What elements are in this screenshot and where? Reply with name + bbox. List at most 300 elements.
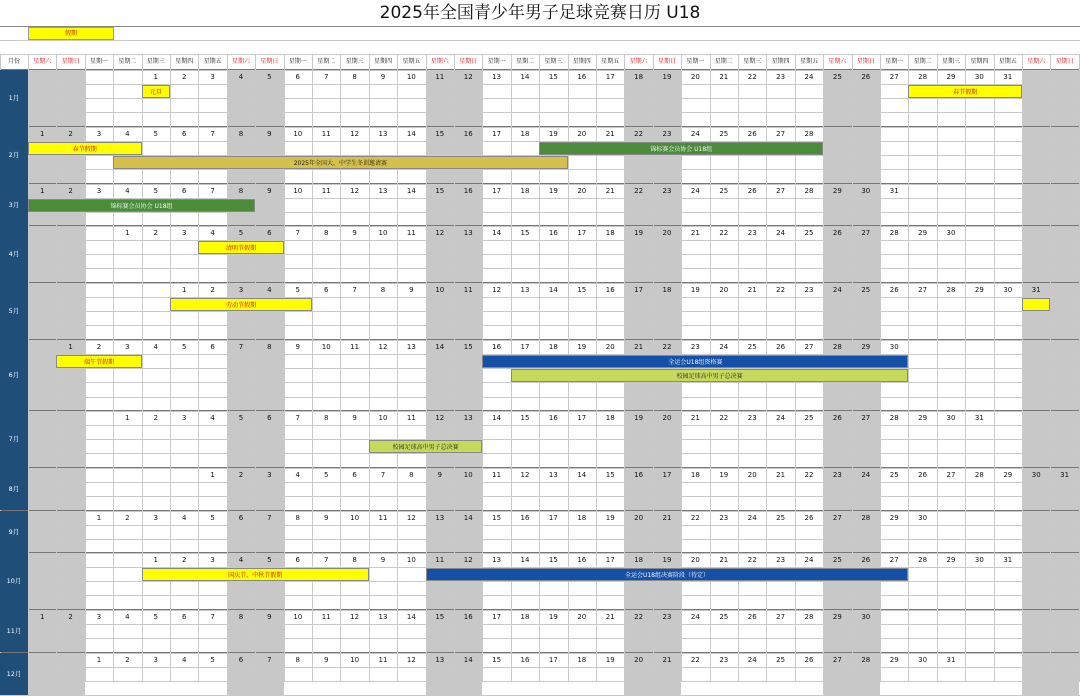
- day-cell: 29: [861, 343, 871, 351]
- day-cell: 29: [832, 187, 842, 195]
- grid-line-v: [454, 54, 455, 681]
- day-cell: 31: [946, 656, 956, 664]
- grid-line-v: [284, 54, 285, 681]
- day-cell: 11: [321, 130, 331, 138]
- day-cell: 11: [378, 656, 388, 664]
- day-cell: 16: [605, 286, 615, 294]
- month-label: 6月: [0, 340, 28, 411]
- day-cell: 6: [181, 613, 187, 621]
- day-cell: 5: [153, 130, 159, 138]
- day-cell: 3: [210, 556, 215, 564]
- day-cell: 29: [889, 514, 899, 522]
- day-cell: 14: [435, 343, 445, 351]
- weekend-shade: [1050, 511, 1078, 553]
- day-cell: 22: [719, 414, 729, 422]
- day-cell: 26: [861, 556, 871, 564]
- day-cell: 6: [323, 286, 329, 294]
- grid-line-v: [1022, 54, 1023, 681]
- day-cell: 23: [832, 471, 842, 479]
- weekday-header: 星期六: [430, 58, 449, 65]
- month-label: 3月: [0, 184, 28, 226]
- day-cell: 23: [662, 613, 672, 621]
- day-cell: 5: [267, 556, 272, 564]
- day-cell: 9: [267, 613, 272, 621]
- month-label: 5月: [0, 283, 28, 340]
- weekday-header: 星期三: [345, 58, 364, 65]
- day-cell: 19: [634, 414, 644, 422]
- day-cell: 26: [747, 613, 757, 621]
- day-cell: 25: [747, 343, 757, 351]
- day-cell: 1: [96, 514, 102, 522]
- day-cell: 12: [492, 286, 502, 294]
- day-cell: 17: [492, 130, 502, 138]
- day-cell: 29: [832, 613, 842, 621]
- day-cell: 18: [605, 414, 615, 422]
- day-cell: 16: [577, 73, 587, 81]
- day-cell: 7: [295, 414, 301, 422]
- grid-line-v: [142, 54, 143, 681]
- weekend-shade: [1050, 184, 1078, 226]
- event-bar: [1022, 298, 1050, 311]
- weekday-header: 星期日: [260, 58, 279, 65]
- weekday-header: 星期四: [970, 58, 989, 65]
- day-cell: 1: [125, 414, 130, 422]
- day-cell: 30: [918, 656, 928, 664]
- day-cell: 19: [719, 471, 729, 479]
- day-cell: 26: [918, 471, 928, 479]
- weekday-header: 星期四: [572, 58, 591, 65]
- month-label: 8月: [0, 468, 28, 510]
- day-cell: 6: [267, 414, 272, 422]
- day-cell: 12: [463, 556, 473, 564]
- day-cell: 3: [210, 73, 215, 81]
- day-cell: 9: [437, 471, 443, 479]
- day-cell: 15: [435, 187, 445, 195]
- day-cell: 18: [548, 343, 558, 351]
- weekday-header: 星期三: [941, 58, 960, 65]
- day-cell: 6: [267, 229, 272, 237]
- day-cell: 23: [776, 73, 786, 81]
- day-cell: 28: [832, 343, 842, 351]
- day-cell: 6: [295, 73, 301, 81]
- day-cell: 19: [577, 343, 587, 351]
- weekend-shade: [56, 653, 84, 695]
- day-cell: 14: [548, 286, 558, 294]
- day-cell: 30: [861, 613, 871, 621]
- weekday-header: 星期日: [61, 58, 80, 65]
- day-cell: 4: [125, 130, 130, 138]
- event-bar: 春节假期: [28, 142, 142, 155]
- day-cell: 21: [690, 229, 700, 237]
- day-cell: 27: [918, 286, 928, 294]
- day-cell: 27: [776, 187, 786, 195]
- day-cell: 23: [719, 656, 729, 664]
- day-cell: 16: [463, 613, 473, 621]
- day-cell: 25: [719, 130, 729, 138]
- day-cell: 15: [463, 343, 473, 351]
- weekday-header: 星期六: [231, 58, 250, 65]
- weekday-header: 星期二: [913, 58, 932, 65]
- weekday-header: 星期一: [89, 58, 108, 65]
- grid-line-h: [0, 681, 1080, 682]
- day-cell: 16: [492, 343, 502, 351]
- month-label: 12月: [0, 653, 28, 695]
- day-cell: 21: [690, 414, 700, 422]
- day-cell: 5: [295, 286, 301, 294]
- day-cell: 1: [39, 130, 45, 138]
- grid-line-v: [1050, 54, 1051, 681]
- day-cell: 3: [153, 656, 159, 664]
- day-cell: 22: [634, 613, 644, 621]
- day-cell: 8: [352, 556, 357, 564]
- day-cell: 28: [861, 514, 871, 522]
- day-cell: 4: [267, 286, 272, 294]
- day-cell: 18: [605, 229, 615, 237]
- day-cell: 8: [238, 613, 244, 621]
- day-cell: 8: [238, 187, 244, 195]
- day-cell: 7: [295, 229, 301, 237]
- day-cell: 22: [776, 286, 786, 294]
- day-cell: 31: [974, 414, 984, 422]
- day-cell: 26: [861, 73, 871, 81]
- day-cell: 2: [153, 414, 159, 422]
- day-cell: 22: [719, 229, 729, 237]
- day-cell: 31: [889, 187, 899, 195]
- day-cell: 7: [323, 73, 329, 81]
- day-cell: 4: [125, 187, 130, 195]
- day-cell: 13: [378, 613, 388, 621]
- day-cell: 9: [380, 73, 386, 81]
- grid-line-v: [397, 54, 398, 681]
- day-cell: 1: [125, 229, 130, 237]
- day-cell: 6: [352, 471, 357, 479]
- day-cell: 18: [520, 187, 530, 195]
- day-cell: 12: [435, 414, 445, 422]
- weekday-header: 星期五: [402, 58, 421, 65]
- grid-line-v: [965, 54, 966, 681]
- day-cell: 10: [378, 229, 388, 237]
- day-cell: 24: [832, 286, 842, 294]
- day-cell: 30: [861, 187, 871, 195]
- day-cell: 30: [946, 414, 956, 422]
- day-cell: 18: [634, 73, 644, 81]
- day-cell: 15: [520, 229, 530, 237]
- weekday-header: 星期二: [317, 58, 336, 65]
- day-cell: 1: [153, 73, 159, 81]
- day-cell: 9: [380, 556, 386, 564]
- day-cell: 4: [295, 471, 301, 479]
- day-cell: 8: [323, 414, 329, 422]
- day-cell: 6: [181, 130, 187, 138]
- weekend-shade: [1050, 653, 1078, 695]
- day-cell: 3: [96, 130, 102, 138]
- day-cell: 20: [634, 656, 644, 664]
- day-cell: 17: [605, 556, 615, 564]
- day-cell: 1: [181, 286, 187, 294]
- day-cell: 10: [378, 414, 388, 422]
- day-cell: 5: [238, 229, 244, 237]
- weekend-shade: [28, 340, 56, 411]
- day-cell: 15: [605, 471, 615, 479]
- day-cell: 21: [605, 613, 615, 621]
- day-cell: 20: [577, 187, 587, 195]
- day-cell: 17: [492, 187, 502, 195]
- day-cell: 17: [605, 73, 615, 81]
- day-cell: 20: [690, 73, 700, 81]
- day-cell: 15: [548, 73, 558, 81]
- day-cell: 20: [577, 130, 587, 138]
- weekday-header: 星期六: [828, 58, 847, 65]
- weekday-header: 星期一: [885, 58, 904, 65]
- day-cell: 30: [946, 229, 956, 237]
- day-cell: 2: [68, 130, 73, 138]
- day-cell: 5: [323, 471, 329, 479]
- day-cell: 24: [804, 73, 814, 81]
- day-cell: 21: [605, 130, 615, 138]
- day-cell: 29: [974, 286, 984, 294]
- day-cell: 19: [662, 73, 672, 81]
- weekend-shade: [1022, 653, 1050, 695]
- day-cell: 1: [39, 613, 45, 621]
- day-cell: 5: [153, 613, 159, 621]
- day-cell: 15: [520, 414, 530, 422]
- weekday-header: 星期二: [515, 58, 534, 65]
- day-cell: 7: [267, 514, 272, 522]
- day-cell: 19: [605, 514, 615, 522]
- day-cell: 27: [776, 130, 786, 138]
- day-cell: 25: [832, 556, 842, 564]
- day-cell: 26: [804, 514, 814, 522]
- day-cell: 14: [406, 187, 416, 195]
- day-cell: 19: [548, 130, 558, 138]
- day-cell: 8: [295, 514, 301, 522]
- day-cell: 13: [492, 556, 502, 564]
- day-cell: 6: [238, 514, 244, 522]
- weekday-header: 星期日: [459, 58, 478, 65]
- day-cell: 1: [210, 471, 215, 479]
- day-cell: 4: [181, 514, 187, 522]
- day-cell: 3: [153, 514, 159, 522]
- event-bar: 全运会U18组决赛阶段（待定）: [426, 568, 909, 581]
- day-cell: 1: [68, 343, 73, 351]
- weekend-shade: [1050, 610, 1078, 652]
- day-cell: 24: [804, 556, 814, 564]
- day-cell: 27: [861, 229, 871, 237]
- day-cell: 2: [125, 656, 130, 664]
- day-cell: 26: [832, 414, 842, 422]
- day-cell: 4: [238, 73, 244, 81]
- day-cell: 29: [946, 556, 956, 564]
- day-cell: 31: [1060, 471, 1070, 479]
- day-cell: 23: [662, 130, 672, 138]
- day-cell: 22: [662, 343, 672, 351]
- day-cell: 21: [605, 187, 615, 195]
- day-cell: 4: [210, 229, 215, 237]
- weekday-header: 星期日: [856, 58, 875, 65]
- day-cell: 9: [295, 343, 301, 351]
- weekend-shade: [28, 511, 56, 553]
- day-cell: 23: [804, 286, 814, 294]
- day-cell: 12: [406, 656, 416, 664]
- day-cell: 28: [804, 613, 814, 621]
- day-cell: 15: [492, 514, 502, 522]
- day-cell: 25: [861, 286, 871, 294]
- day-cell: 12: [350, 187, 360, 195]
- day-cell: 9: [409, 286, 414, 294]
- day-cell: 23: [662, 187, 672, 195]
- day-cell: 19: [634, 229, 644, 237]
- weekday-header: 星期一: [288, 58, 307, 65]
- month-label: 4月: [0, 226, 28, 283]
- day-cell: 17: [548, 514, 558, 522]
- grid-line-h: [0, 40, 1080, 41]
- event-bar: 校园足球高中男子总决赛: [369, 440, 483, 453]
- day-cell: 25: [832, 73, 842, 81]
- day-cell: 22: [690, 656, 700, 664]
- day-cell: 9: [267, 130, 272, 138]
- day-cell: 28: [918, 556, 928, 564]
- weekday-header: 星期六: [33, 58, 52, 65]
- day-cell: 18: [520, 130, 530, 138]
- day-cell: 10: [463, 471, 473, 479]
- day-cell: 20: [662, 229, 672, 237]
- weekday-header: 星期三: [743, 58, 762, 65]
- day-cell: 27: [832, 514, 842, 522]
- weekday-header: 星期日: [657, 58, 676, 65]
- day-cell: 7: [238, 343, 244, 351]
- month-label: 2月: [0, 127, 28, 184]
- grid-line-v: [227, 54, 228, 681]
- day-cell: 5: [181, 343, 187, 351]
- grid-line-v: [369, 54, 370, 681]
- day-cell: 13: [492, 73, 502, 81]
- day-cell: 16: [463, 130, 473, 138]
- day-cell: 17: [577, 229, 587, 237]
- day-cell: 30: [1003, 286, 1013, 294]
- weekend-shade: [1050, 340, 1078, 411]
- day-cell: 23: [747, 414, 757, 422]
- day-cell: 28: [918, 73, 928, 81]
- day-cell: 16: [548, 229, 558, 237]
- day-cell: 26: [889, 286, 899, 294]
- day-cell: 8: [323, 229, 329, 237]
- day-cell: 9: [323, 656, 329, 664]
- day-cell: 12: [520, 471, 530, 479]
- day-cell: 9: [352, 229, 357, 237]
- day-cell: 11: [406, 229, 416, 237]
- day-cell: 18: [634, 556, 644, 564]
- day-cell: 13: [435, 514, 445, 522]
- day-cell: 14: [492, 229, 502, 237]
- day-cell: 30: [974, 556, 984, 564]
- grid-line-v: [170, 54, 171, 681]
- day-cell: 14: [492, 414, 502, 422]
- day-cell: 14: [520, 556, 530, 564]
- day-cell: 2: [153, 229, 159, 237]
- day-cell: 24: [776, 414, 786, 422]
- day-cell: 13: [378, 130, 388, 138]
- day-cell: 25: [804, 414, 814, 422]
- weekday-header: 星期一: [686, 58, 705, 65]
- weekend-shade: [56, 468, 84, 510]
- grid-line-v: [312, 54, 313, 681]
- day-cell: 1: [153, 556, 159, 564]
- day-cell: 29: [918, 414, 928, 422]
- day-cell: 4: [181, 656, 187, 664]
- day-cell: 26: [832, 229, 842, 237]
- day-cell: 24: [690, 613, 700, 621]
- day-cell: 26: [747, 130, 757, 138]
- weekend-shade: [56, 511, 84, 553]
- day-cell: 29: [1003, 471, 1013, 479]
- day-cell: 15: [548, 556, 558, 564]
- day-cell: 8: [352, 73, 357, 81]
- day-cell: 14: [463, 514, 473, 522]
- day-cell: 24: [690, 130, 700, 138]
- month-label: 10月: [0, 553, 28, 610]
- day-cell: 18: [577, 656, 587, 664]
- day-cell: 30: [974, 73, 984, 81]
- day-cell: 21: [662, 656, 672, 664]
- day-cell: 11: [463, 286, 473, 294]
- day-cell: 2: [96, 343, 102, 351]
- day-cell: 7: [352, 286, 357, 294]
- day-cell: 20: [605, 343, 615, 351]
- day-cell: 11: [435, 556, 445, 564]
- day-cell: 7: [323, 556, 329, 564]
- event-bar: 清明节假期: [198, 241, 283, 254]
- day-cell: 14: [406, 130, 416, 138]
- day-cell: 10: [293, 130, 303, 138]
- day-cell: 2: [181, 73, 187, 81]
- day-cell: 27: [889, 73, 899, 81]
- event-bar: 春节假期: [908, 85, 1022, 98]
- day-cell: 11: [350, 343, 360, 351]
- day-cell: 26: [747, 187, 757, 195]
- month-label: 9月: [0, 511, 28, 553]
- event-bar: 锦标赛会员协会 U18组: [539, 142, 823, 155]
- day-cell: 29: [946, 73, 956, 81]
- day-cell: 16: [463, 187, 473, 195]
- day-cell: 24: [719, 343, 729, 351]
- event-bar: 校园足球高中男子总决赛: [511, 369, 909, 382]
- day-cell: 17: [577, 414, 587, 422]
- day-cell: 16: [520, 656, 530, 664]
- weekend-shade: [28, 468, 56, 510]
- day-cell: 7: [210, 187, 215, 195]
- day-cell: 27: [946, 471, 956, 479]
- day-cell: 7: [380, 471, 386, 479]
- weekday-header: 星期四: [771, 58, 790, 65]
- day-cell: 4: [238, 556, 244, 564]
- day-cell: 25: [804, 229, 814, 237]
- grid-line-v: [908, 54, 909, 681]
- day-cell: 22: [690, 514, 700, 522]
- day-cell: 14: [577, 471, 587, 479]
- weekend-shade: [1022, 184, 1050, 226]
- day-cell: 20: [719, 286, 729, 294]
- day-cell: 16: [548, 414, 558, 422]
- day-cell: 30: [1031, 471, 1041, 479]
- day-cell: 21: [776, 471, 786, 479]
- day-cell: 17: [492, 613, 502, 621]
- day-cell: 24: [776, 229, 786, 237]
- event-bar: 端午节假期: [56, 355, 141, 368]
- day-cell: 24: [747, 656, 757, 664]
- weekday-header: 星期四: [175, 58, 194, 65]
- day-cell: 31: [1003, 556, 1013, 564]
- day-cell: 27: [861, 414, 871, 422]
